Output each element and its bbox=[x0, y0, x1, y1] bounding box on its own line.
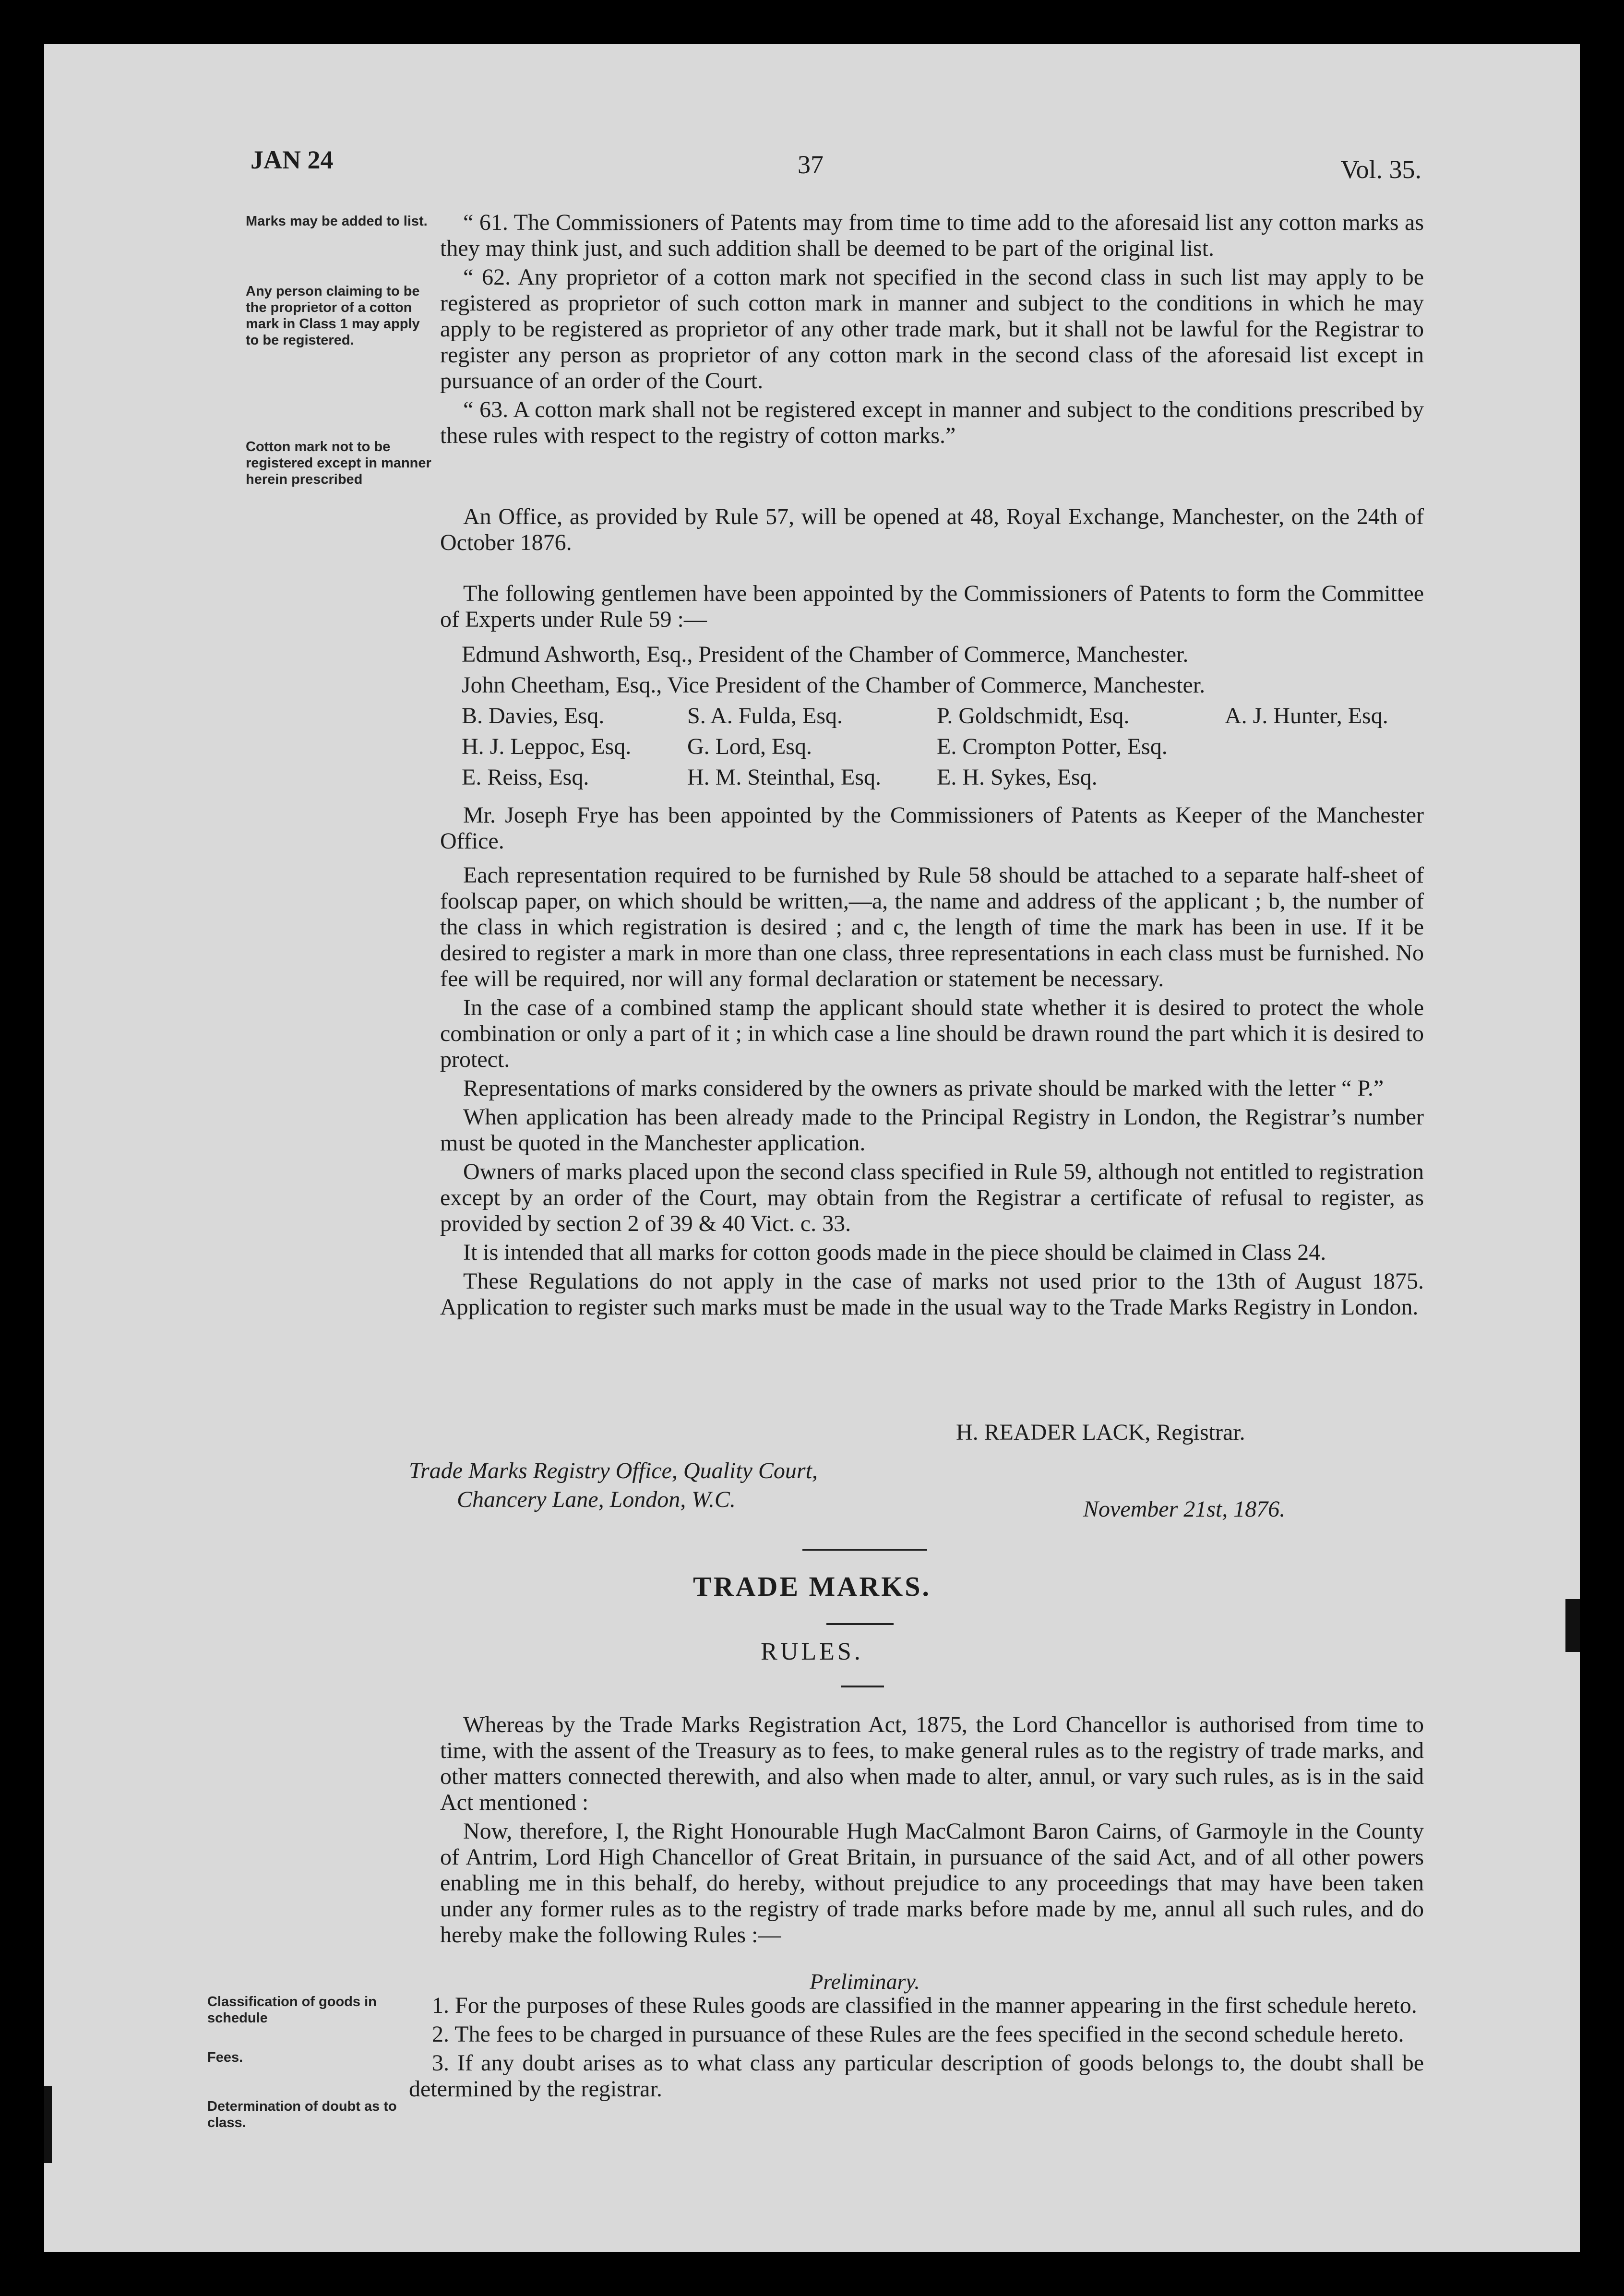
rule-62: “ 62. Any proprietor of a cotton mark not specified in the second class in such list may apply to be registered as proprietor of such cotton mark in manner and subject to the conditions in which he may apply to be registered as proprietor of any other trade mark, but it shall not be lawful for the Registrar to register any person as proprietor of any cotton mark in the second class of the aforesaid list except in pursuance of an order of the Court. bbox=[440, 264, 1424, 394]
rule-61: “ 61. The Commissioners of Patents may from time to time add to the aforesaid list any cotton marks as they may think just, and such addition shall be deemed to be part of the original list. bbox=[440, 210, 1424, 261]
instruction-paragraph: Each representation required to be furnished by Rule 58 should be attached to a separate half-sheet of foolscap paper, on which should be written,—a, the name and address of the applicant ; b, the number of the class in which registration is desired ; and c, the length of time the mark has been in use. If it be desired to register a mark in more than one class, three representations in each class must be furnished. No fee will be required, nor will any formal declaration or statement be necessary. bbox=[440, 862, 1424, 992]
preamble-block bbox=[440, 1712, 1424, 1951]
margin-note-62: Any person claiming to be the proprietor of a cotton mark in Class 1 may apply to be registered. bbox=[246, 284, 420, 348]
committee-line bbox=[462, 731, 1445, 762]
title-divider bbox=[841, 1686, 884, 1687]
committee-list bbox=[462, 639, 1445, 793]
committee-member: A. J. Hunter, Esq. bbox=[1225, 703, 1388, 729]
volume-label: Vol. 35. bbox=[1340, 155, 1421, 184]
committee-member: Edmund Ashworth, Esq., President of the Chamber of Commerce, Manchester. bbox=[462, 642, 1189, 667]
committee-line bbox=[462, 701, 1445, 731]
margin-note-63: Cotton mark not to be registered except in manner herein prescribed bbox=[246, 439, 431, 487]
committee-intro: The following gentlemen have been appointed by the Commissioners of Patents to form the Committee of Experts under Rule 59 :— bbox=[440, 581, 1424, 632]
preamble-paragraph: Whereas by the Trade Marks Registration Act, 1875, the Lord Chancellor is authorised from time to time, with the assent of the Treasury as to fees, to make general rules as to the registry of trade marks, and other matters connected therewith, and also when made to alter, annul, or vary such rules, as is in the said Act mentioned : bbox=[440, 1712, 1424, 1815]
page-header bbox=[251, 145, 1421, 193]
section-title: TRADE MARKS. bbox=[693, 1571, 931, 1602]
section-divider bbox=[802, 1549, 927, 1551]
committee-member: E. H. Sykes, Esq. bbox=[937, 765, 1098, 790]
registrar-signature: H. READER LACK, Registrar. bbox=[956, 1420, 1245, 1445]
preliminary-rule: 1. For the purposes of these Rules goods are classified in the manner appearing in the first schedule hereto. bbox=[432, 1993, 1417, 2018]
committee-member: B. Davies, Esq. bbox=[462, 703, 605, 729]
margin-note-fees: Fees. bbox=[207, 2050, 243, 2065]
margin-note-classification: Classification of goods in schedule bbox=[207, 1994, 377, 2026]
committee-member: H. J. Leppoc, Esq. bbox=[462, 734, 632, 759]
preamble-paragraph: Now, therefore, I, the Right Honourable Hugh MacCalmont Baron Cairns, of Garmoyle in the County of Antrim, Lord High Chancellor of Great Britain, in pursuance of the said Act, and of all other powers enabling me in this behalf, do hereby, without prejudice to any proceedings that may have been taken under any former rules as to the registry of trade marks before made by me, annul all such rules, and do hereby make the following Rules :— bbox=[440, 1818, 1424, 1948]
keeper-notice-block bbox=[440, 802, 1424, 857]
preliminary-rule: 2. The fees to be charged in pursuance of these Rules are the fees specified in the second schedule hereto. bbox=[432, 2021, 1404, 2047]
committee-member: E. Crompton Potter, Esq. bbox=[937, 734, 1168, 759]
instructions-block bbox=[440, 862, 1424, 1323]
committee-line bbox=[462, 670, 1445, 701]
scan-edge-mark bbox=[44, 2086, 52, 2163]
instruction-paragraph: It is intended that all marks for cotton goods made in the piece should be claimed in Class 24. bbox=[463, 1240, 1326, 1265]
instruction-paragraph: When application has been already made to the Principal Registry in London, the Registrar’s number must be quoted in the Manchester application. bbox=[440, 1104, 1424, 1156]
rule-63: “ 63. A cotton mark shall not be registered except in manner and subject to the conditions prescribed by these rules with respect to the registry of cotton marks.” bbox=[440, 397, 1424, 448]
office-address-line1: Trade Marks Registry Office, Quality Court, bbox=[409, 1458, 818, 1483]
office-notice: An Office, as provided by Rule 57, will be opened at 48, Royal Exchange, Manchester, on the 24th of October 1876. bbox=[440, 504, 1424, 555]
committee-member: S. A. Fulda, Esq. bbox=[687, 703, 843, 729]
committee-line bbox=[462, 762, 1445, 793]
committee-member: E. Reiss, Esq. bbox=[462, 765, 589, 790]
margin-note-61: Marks may be added to list. bbox=[246, 214, 428, 229]
committee-member: John Cheetham, Esq., Vice President of the Chamber of Commerce, Manchester. bbox=[462, 672, 1206, 698]
document-page bbox=[44, 44, 1580, 2252]
office-notice-block bbox=[440, 504, 1424, 559]
office-address-line2: Chancery Lane, London, W.C. bbox=[457, 1487, 736, 1512]
committee-line bbox=[462, 639, 1445, 670]
header-date: JAN 24 bbox=[251, 145, 334, 174]
committee-member: H. M. Steinthal, Esq. bbox=[687, 765, 881, 790]
preliminary-heading: Preliminary. bbox=[810, 1969, 920, 1994]
rules-title: RULES. bbox=[761, 1638, 863, 1665]
instruction-paragraph: These Regulations do not apply in the case of marks not used prior to the 13th of August 1875. Application to register such marks must be made in the usual way to the Trade Marks Registry in London. bbox=[440, 1268, 1424, 1320]
preliminary-rule: 3. If any doubt arises as to what class any particular description of goods belongs to, the doubt shall be determined by the registrar. bbox=[409, 2050, 1424, 2102]
page-number: 37 bbox=[798, 150, 824, 179]
instruction-paragraph: In the case of a combined stamp the applicant should state whether it is desired to protect the whole combination or only a part of it ; in which case a line should be drawn round the part which it is desired to protect. bbox=[440, 995, 1424, 1072]
instruction-paragraph: Owners of marks placed upon the second class specified in Rule 59, although not entitled to registration except by an order of the Court, may obtain from the Registrar a certificate of refusal to register, as provided by section 2 of 39 & 40 Vict. c. 33. bbox=[440, 1159, 1424, 1236]
committee-member: P. Goldschmidt, Esq. bbox=[937, 703, 1130, 729]
quoted-rules bbox=[440, 210, 1424, 452]
signature-date: November 21st, 1876. bbox=[1083, 1496, 1286, 1522]
margin-note-doubt: Determination of doubt as to class. bbox=[207, 2099, 397, 2130]
keeper-notice: Mr. Joseph Frye has been appointed by the Commissioners of Patents as Keeper of the Manchester Office. bbox=[440, 802, 1424, 854]
preliminary-rules bbox=[409, 1993, 1424, 2105]
scan-edge-mark bbox=[1565, 1599, 1580, 1652]
title-divider bbox=[826, 1623, 894, 1625]
committee-member: G. Lord, Esq. bbox=[687, 734, 812, 759]
committee-intro-block bbox=[440, 581, 1424, 635]
instruction-paragraph: Representations of marks considered by the owners as private should be marked with the letter “ P.” bbox=[463, 1076, 1384, 1101]
